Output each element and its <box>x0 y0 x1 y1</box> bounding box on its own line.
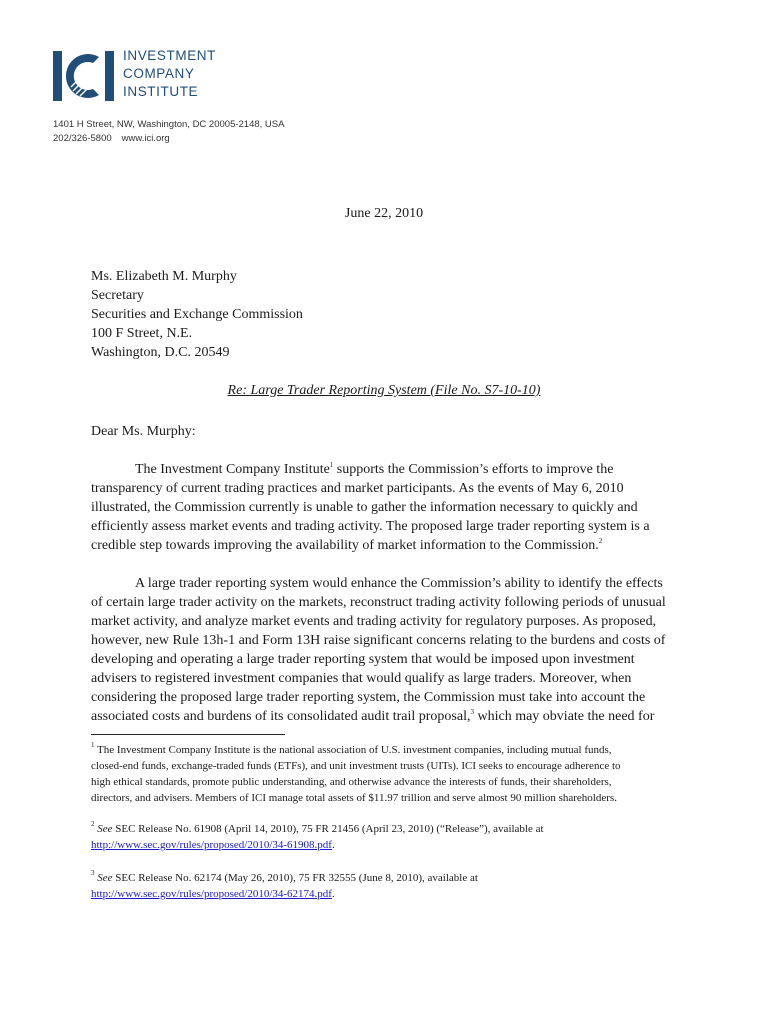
see-signal: See <box>97 872 113 884</box>
paragraph-line <box>91 536 675 555</box>
footnote-3 <box>91 870 681 902</box>
footnote-ref-1[interactable]: 1 <box>329 461 334 469</box>
paragraph-line: advisers to registered investment companies that would qualify as large traders. Moreover, when <box>91 671 632 686</box>
footnote-line <box>91 742 681 758</box>
recipient-organization: Securities and Exchange Commission <box>91 307 303 322</box>
ici-logo <box>53 47 313 107</box>
footnote-line <box>91 886 681 902</box>
paragraph-line: A large trader reporting system would enhance the Commission’s ability to identify the effects <box>135 576 663 591</box>
see-signal: See <box>97 823 113 835</box>
recipient-city: Washington, D.C. 20549 <box>91 345 230 360</box>
footnote-line <box>91 870 681 886</box>
text-run: associated costs and burdens of its consolidated audit trail proposal, <box>91 709 471 724</box>
recipient-street: 100 F Street, N.E. <box>91 326 193 341</box>
paragraph-line: developing and operating a large trader reporting system that would be imposed upon investment <box>91 652 635 667</box>
recipient-title: Secretary <box>91 288 144 303</box>
org-name-line1: INVESTMENT <box>123 48 217 63</box>
website-link[interactable]: www.ici.org <box>121 133 170 144</box>
footnote-ref-2[interactable]: 2 <box>598 537 603 545</box>
text-run: supports the Commission’s efforts to improve the <box>333 462 614 477</box>
footnote-mark: 1 <box>91 741 95 749</box>
footnote-2 <box>91 821 681 853</box>
footnote-mark: 2 <box>91 820 95 828</box>
paragraph-line <box>91 460 675 479</box>
body-paragraph-2 <box>91 574 675 726</box>
recipient-name: Ms. Elizabeth M. Murphy <box>91 269 237 284</box>
footnote-separator <box>91 734 285 735</box>
paragraph-line: efficiently assess market events and trading activity. The proposed large trader reporting system is a <box>91 519 650 534</box>
footnote-ref-3[interactable]: 3 <box>470 708 474 716</box>
org-name-line3: INSTITUTE <box>123 84 199 99</box>
paragraph-line: market activity, and analyze market events and trading activity for regulatory purposes. As proposed, <box>91 614 657 629</box>
text-run: which may obviate the need for <box>473 709 655 724</box>
recipient-block <box>91 267 303 362</box>
street-address: 1401 H Street, NW, Washington, DC 20005-2148, USA <box>53 119 285 130</box>
footnote-line: high ethical standards, promote public understanding, and otherwise advance the interests of funds, their shareholders, <box>91 776 612 788</box>
footnote-1 <box>91 742 681 806</box>
ici-logo-mark-icon <box>53 49 115 103</box>
text-run: . <box>331 888 335 900</box>
footnote-line <box>91 821 681 837</box>
phone-number: 202/326-5800 <box>53 133 112 144</box>
org-name-line2: COMPANY <box>123 66 195 81</box>
paragraph-line: of certain large trader activity on the markets, reconstruct trading activity following periods of unusual <box>91 595 666 610</box>
salutation: Dear Ms. Murphy: <box>91 424 196 439</box>
footnote-mark: 3 <box>91 869 95 877</box>
text-run: . <box>331 839 335 851</box>
release-link[interactable]: http://www.sec.gov/rules/proposed/2010/34-61908.pdf <box>91 839 332 851</box>
text-run: credible step towards improving the availability of market information to the Commission. <box>91 538 599 553</box>
text-run: The Investment Company Institute is the national association of U.S. investment companies, including mutual funds, <box>94 744 612 756</box>
letterhead-address <box>53 118 284 146</box>
paragraph-line: transparency of current trading practices and market participants. As the events of May 6, 2010 <box>91 481 624 496</box>
letter-date: June 22, 2010 <box>344 206 424 221</box>
release-link[interactable]: http://www.sec.gov/rules/proposed/2010/34-62174.pdf <box>91 888 332 900</box>
text-run: The Investment Company Institute <box>135 462 330 477</box>
footnote-line <box>91 837 681 853</box>
text-run: SEC Release No. 62174 (May 26, 2010), 75 FR 32555 (June 8, 2010), available at <box>112 872 478 884</box>
subject-line: Re: Large Trader Reporting System (File No. S7-10-10) <box>227 383 541 398</box>
text-run: SEC Release No. 61908 (April 14, 2010), 75 FR 21456 (April 23, 2010) (“Release”), available at <box>112 823 544 835</box>
paragraph-line <box>91 707 675 726</box>
footnote-line: directors, and advisers. Members of ICI manage total assets of $11.97 trillion and serve almost 90 million shareholders. <box>91 792 617 804</box>
paragraph-line: however, new Rule 13h-1 and Form 13H raise significant concerns relating to the burdens and costs of <box>91 633 666 648</box>
body-paragraph-1 <box>91 460 675 555</box>
paragraph-line: considering the proposed large trader reporting system, the Commission must take into account the <box>91 690 646 705</box>
footnote-line: closed-end funds, exchange-traded funds (ETFs), and unit investment trusts (UITs). ICI seeks to encourage adherence to <box>91 760 621 772</box>
paragraph-line: illustrated, the Commission currently is unable to gather the information necessary to quickly and <box>91 500 638 515</box>
